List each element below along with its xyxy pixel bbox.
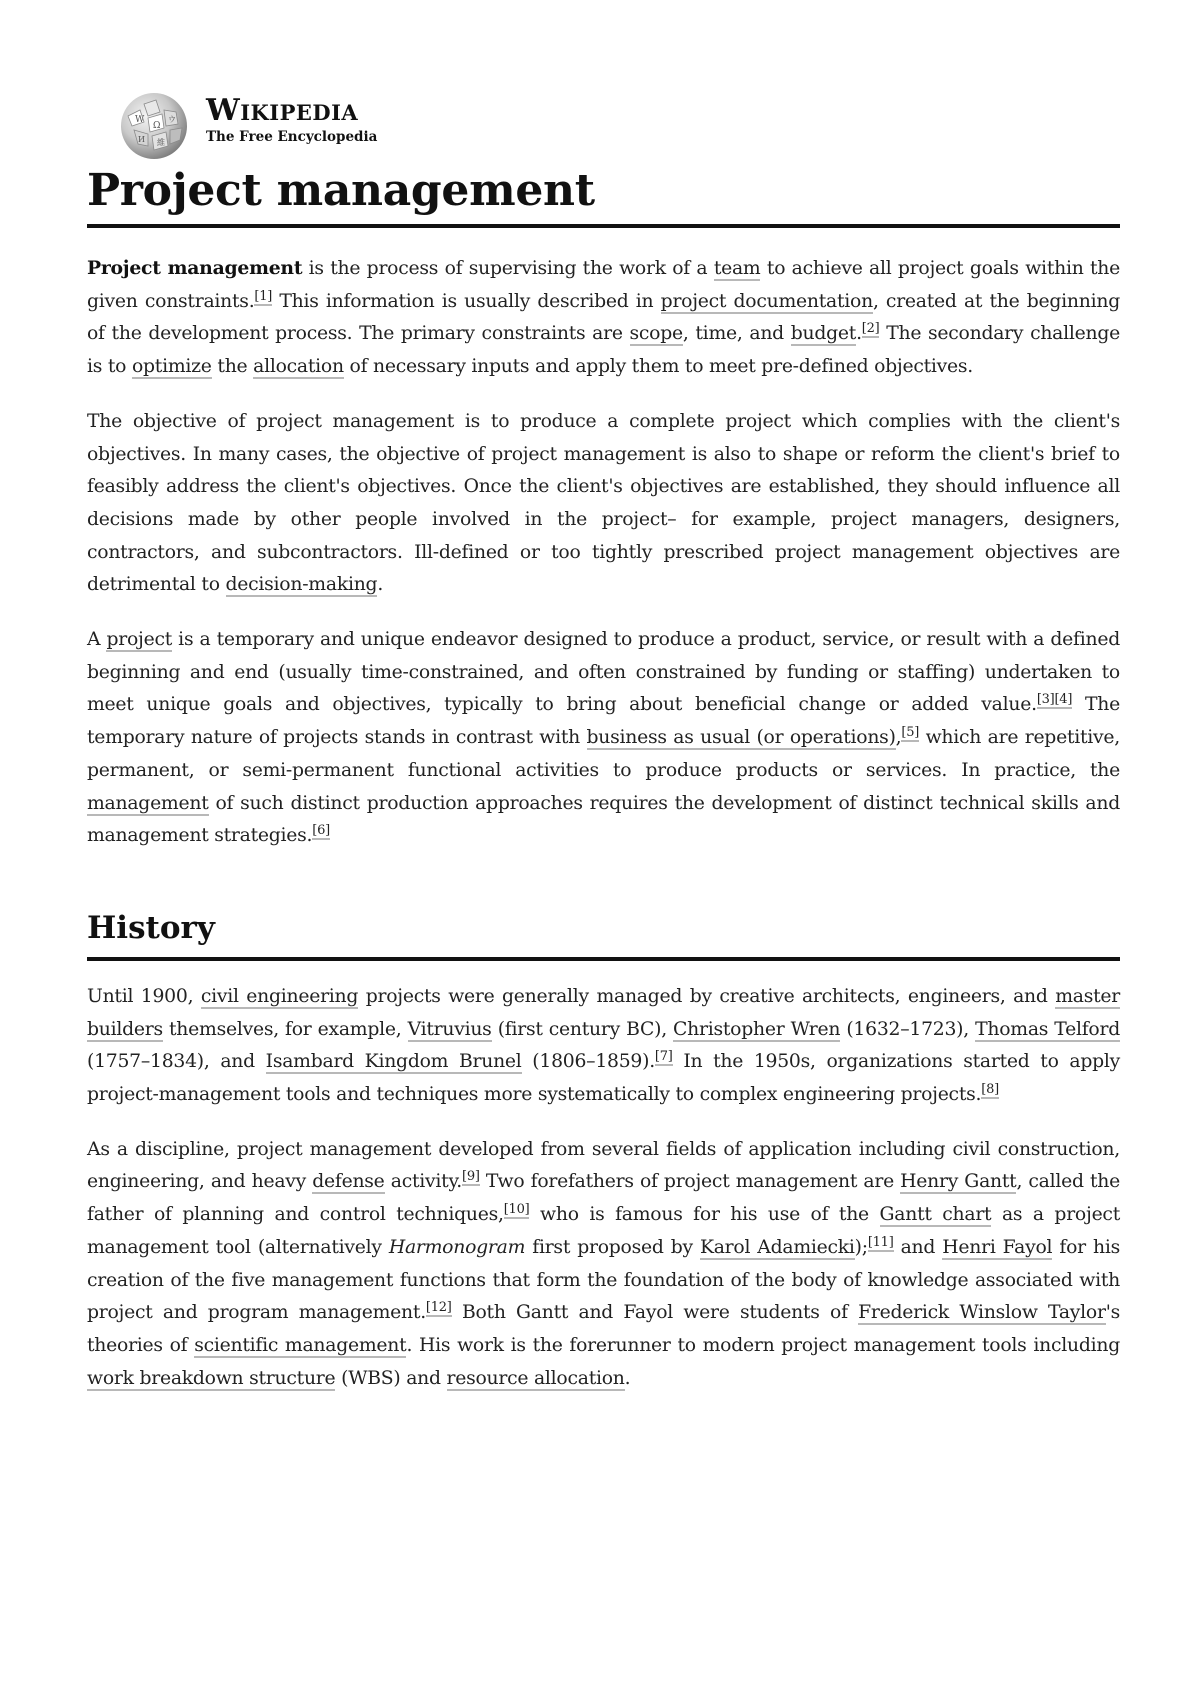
article-link[interactable]: civil engineering	[200, 985, 359, 1007]
article-link[interactable]: Henri Fayol	[942, 1236, 1053, 1258]
text-run: of necessary inputs and apply them to meet pre-defined objectives.	[343, 356, 973, 378]
article-link[interactable]: allocation	[253, 356, 344, 378]
paragraph	[87, 981, 1120, 1112]
article-link[interactable]: scientific management	[194, 1334, 407, 1356]
svg-text:W: W	[135, 115, 145, 125]
text-run: (first century BC),	[491, 1018, 674, 1040]
article-content	[87, 162, 1120, 1395]
paragraph	[87, 406, 1120, 602]
text-run: .	[856, 323, 862, 345]
svg-text:維: 維	[157, 138, 165, 147]
text-run: The secondary challenge is to	[87, 323, 1120, 378]
citation-link[interactable]: [12]	[425, 1300, 452, 1316]
text-run: );	[854, 1236, 868, 1258]
text-run: 's theories of	[87, 1302, 1121, 1356]
citation-link[interactable]: [2]	[861, 321, 880, 337]
article-link[interactable]: project documentation	[660, 290, 873, 312]
logo-tagline: The Free Encyclopedia	[206, 129, 378, 145]
text-run: (1806–1859).	[521, 1051, 655, 1073]
text-run: This information is usually described in	[272, 290, 661, 312]
paragraph	[87, 624, 1120, 853]
svg-text:Ω: Ω	[153, 121, 161, 131]
text-run: (WBS) and	[335, 1367, 447, 1389]
article-link[interactable]: master builders	[87, 985, 1120, 1040]
text-run: is the process of supervising the work of a	[302, 258, 714, 279]
citation-link[interactable]: [11]	[867, 1234, 894, 1250]
citation-link[interactable]: [3]	[1036, 692, 1055, 708]
wikipedia-globe-icon	[118, 88, 190, 160]
article-link[interactable]: Vitruvius	[407, 1018, 492, 1040]
article-link[interactable]: management	[87, 792, 209, 814]
article-intro	[87, 252, 1120, 853]
text-run: Until 1900,	[87, 985, 201, 1007]
text-run: , created at the beginning of the development process. The primary constraints are	[87, 290, 1120, 345]
text-run: who is famous for his use of the	[529, 1204, 880, 1226]
article-link[interactable]: scope	[629, 323, 683, 345]
citation-link[interactable]: [1]	[254, 288, 273, 304]
text-run: first proposed by	[525, 1236, 700, 1258]
text-run: (1632–1723),	[840, 1018, 976, 1040]
article-link[interactable]: Frederick Winslow Taylor	[858, 1302, 1106, 1324]
citation-link[interactable]: [4]	[1054, 692, 1073, 708]
text-run: as a project management tool (alternatively	[87, 1204, 1120, 1258]
citation-link[interactable]: [7]	[654, 1049, 673, 1065]
text-run: projects were generally managed by creative architects, engineers, and	[358, 985, 1056, 1007]
text-run: A	[87, 629, 107, 651]
article-link[interactable]: team	[713, 258, 761, 279]
citation-link[interactable]: [9]	[462, 1169, 480, 1185]
article-link[interactable]: project	[106, 629, 173, 651]
citation-link[interactable]: [5]	[901, 725, 920, 741]
text-run: of such distinct production approaches requires the development of distinct technical skills and management strategies.	[87, 792, 1120, 847]
text-run: to achieve all project goals within the given constraints.	[87, 258, 1120, 312]
text-run: , called the father of planning and control techniques,	[87, 1171, 1120, 1226]
article-link[interactable]: Christopher Wren	[673, 1018, 841, 1040]
italic-term: Harmonogram	[388, 1236, 526, 1258]
text-run: In the 1950s, organizations started to apply project-management tools and techniques more systematically to complex engineering projects.	[87, 1051, 1120, 1106]
text-run: which are repetitive, permanent, or semi-permanent functional activities to produce products or services. In practice, the	[87, 727, 1120, 781]
paragraph	[87, 252, 1120, 384]
text-run: activity.	[384, 1171, 463, 1193]
paragraph	[87, 1134, 1120, 1396]
text-run: The objective of project management is to produce a complete project which complies with the client's objectives. In many cases, the objective of project management is also to shape or reform the client's brief to feasibly address the client's objectives. Once the client's objectives are established, they should influence all decisions made by other people involved in the project– for example, project managers, designers, contractors, and subcontractors. Ill-defined or too tightly prescribed project management objectives are detrimental to	[87, 410, 1120, 596]
article-link[interactable]: resource allocation	[446, 1367, 625, 1389]
text-run: themselves, for example,	[162, 1018, 408, 1040]
article-link[interactable]: business as usual (or operations)	[586, 727, 896, 749]
logo-title: Wikipedia	[206, 93, 359, 128]
text-run: Both Gantt and Fayol were students of	[451, 1302, 859, 1324]
text-run: ,	[895, 727, 902, 749]
page-title: Project management	[87, 162, 1120, 228]
article-link[interactable]: optimize	[131, 356, 212, 378]
article-link[interactable]: defense	[312, 1171, 385, 1193]
text-run: .	[624, 1367, 631, 1389]
text-run: .	[377, 574, 384, 596]
article-link[interactable]: Isambard Kingdom Brunel	[265, 1051, 522, 1073]
text-run: As a discipline, project management developed from several fields of application including civil construction, engineering, and heavy	[87, 1138, 1120, 1193]
article-link[interactable]: Gantt chart	[879, 1204, 992, 1226]
article-link[interactable]: Karol Adamiecki	[699, 1236, 855, 1258]
text-run: for his creation of the five management functions that form the foundation of the body of knowledge associated with project and program management.	[87, 1236, 1120, 1324]
citation-link[interactable]: [8]	[981, 1082, 999, 1098]
text-run: , time, and	[682, 323, 791, 345]
article-link[interactable]: work breakdown structure	[87, 1367, 336, 1389]
text-run: Two forefathers of project management are	[479, 1171, 901, 1193]
section-history	[87, 981, 1120, 1395]
bold-term: Project management	[87, 257, 303, 279]
text-run: . His work is the forerunner to modern project management tools including	[406, 1334, 1120, 1356]
article-link[interactable]: Thomas Telford	[975, 1018, 1120, 1040]
text-run: and	[893, 1236, 943, 1258]
svg-text:И: И	[138, 135, 145, 144]
citation-link[interactable]: [10]	[503, 1202, 530, 1218]
svg-text:ウ: ウ	[168, 115, 176, 124]
citation-link[interactable]: [6]	[312, 823, 330, 839]
section-heading-history: History	[87, 907, 1120, 961]
article-link[interactable]: budget	[790, 323, 857, 345]
article-link[interactable]: decision-making	[225, 574, 378, 596]
text-run: is a temporary and unique endeavor designed to produce a product, service, or result with a defined beginning and end (usually time-constrained, and often constrained by funding or staffing) undertaken to meet unique goals and objectives, typically to bring about beneficial change or added value.	[87, 629, 1120, 716]
text-run: (1757–1834), and	[87, 1051, 266, 1073]
wikipedia-wordmark	[206, 94, 377, 146]
article-link[interactable]: Henry Gantt	[900, 1171, 1017, 1193]
text-run: The temporary nature of projects stands in contrast with	[87, 694, 1120, 749]
text-run: the	[211, 356, 254, 378]
